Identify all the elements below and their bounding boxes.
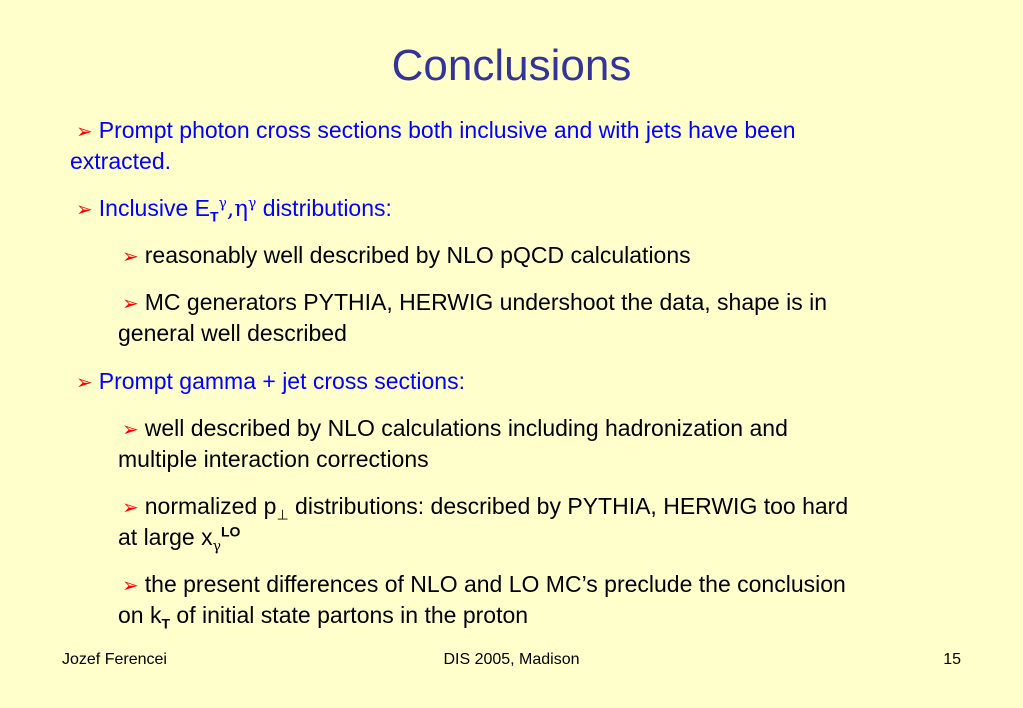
slide-title: Conclusions	[391, 41, 632, 90]
bullet-arrow-icon: ➢	[122, 293, 139, 315]
bullet-3c-line2-rest: of initial state partons in the proton	[170, 602, 529, 628]
bullet-2-prefix: Inclusive E	[98, 195, 210, 221]
bullet-3b	[122, 491, 848, 524]
bullet-3b-line2-prefix: at large x	[118, 524, 213, 550]
bullet-2a	[122, 240, 691, 273]
bullet-3c	[122, 569, 846, 602]
bullet-3b-sub-gamma: γ	[212, 538, 221, 555]
bullet-2b-continuation: general well described	[118, 320, 347, 346]
bullet-3a-continuation: multiple interaction corrections	[118, 446, 429, 472]
bullet-2b	[122, 287, 827, 320]
bullet-3b-sup-lo: LO	[220, 523, 241, 540]
bullet-2-sup-gamma-1: γ	[218, 195, 227, 212]
footer-author: Jozef Ferencei	[62, 651, 167, 668]
bullet-arrow-icon: ➢	[76, 372, 93, 394]
bullet-3c-text: the present differences of NLO and LO MC’s preclude the conclusion	[144, 571, 846, 597]
footer-page-number: 15	[943, 651, 961, 668]
bullet-3a	[122, 413, 788, 446]
bullet-3b-text-rest: distributions: described by PYTHIA, HERWIG too hard	[288, 493, 849, 519]
bullet-3b-text: normalized p	[144, 493, 277, 519]
bullet-arrow-icon: ➢	[122, 575, 139, 597]
bullet-2-sub-t: T	[209, 208, 219, 225]
bullet-arrow-icon: ➢	[122, 497, 139, 519]
bullet-2a-text: reasonably well described by NLO pQCD calculations	[144, 242, 691, 268]
bullet-arrow-icon: ➢	[122, 419, 139, 441]
bullet-2-eta: ,η	[226, 196, 249, 222]
bullet-3	[76, 366, 465, 399]
bullet-arrow-icon: ➢	[122, 246, 139, 268]
bullet-3c-continuation	[118, 600, 528, 631]
bullet-arrow-icon: ➢	[76, 121, 93, 143]
bullet-arrow-icon: ➢	[76, 199, 93, 221]
bullet-1	[76, 115, 796, 148]
bullet-2b-text: MC generators PYTHIA, HERWIG undershoot the data, shape is in	[144, 289, 827, 315]
bullet-3c-line2-prefix: on k	[118, 602, 162, 628]
bullet-3c-sub-t: T	[161, 615, 171, 632]
footer-event: DIS 2005, Madison	[443, 651, 580, 668]
bullet-1-text: Prompt photon cross sections both inclusive and with jets have been	[98, 117, 796, 143]
bullet-2-suffix: distributions:	[256, 195, 392, 221]
bullet-2	[76, 193, 392, 226]
bullet-3b-perp: ⊥	[276, 506, 289, 523]
bullet-3a-text: well described by NLO calculations including hadronization and	[144, 415, 788, 441]
bullet-2-sup-gamma-2: γ	[248, 195, 257, 212]
bullet-1-continuation: extracted.	[70, 148, 171, 174]
bullet-3-text: Prompt gamma + jet cross sections:	[98, 368, 465, 394]
bullet-3b-continuation	[118, 522, 240, 553]
